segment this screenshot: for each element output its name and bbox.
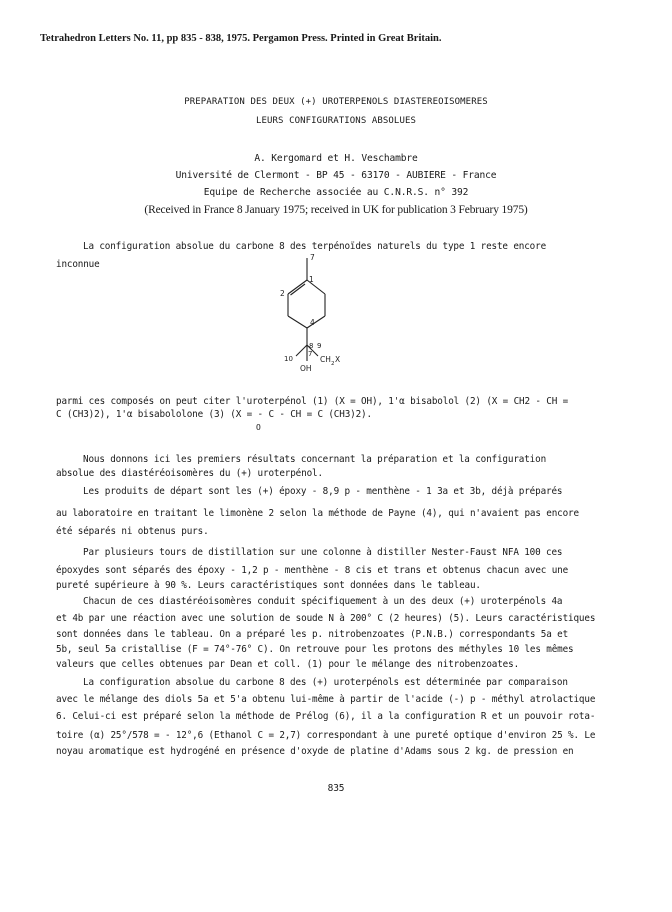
label-c1: 1 xyxy=(309,275,314,284)
label-sub2: 2 xyxy=(331,361,335,367)
body-line: noyau aromatique est hydrogéné en présence d'oxyde de platine d'Adams sous 2 kg. de pression en xyxy=(56,746,574,757)
body-line: sont données dans le tableau. On a préparé les p. nitrobenzoates (P.N.B.) correspondants 5a et xyxy=(56,629,569,640)
article-subtitle: LEURS CONFIGURATIONS ABSOLUES xyxy=(255,116,417,126)
received-dates: (Received in France 8 January 1975; received in UK for publication 3 February 1975) xyxy=(144,204,528,216)
label-c7-top: 7 xyxy=(310,253,315,262)
body-line: pureté supérieure à 90 %. Leurs caractéristiques sont données dans le tableau. xyxy=(56,580,481,591)
body-line: toire (α) 25°/578 = - 12°,6 (Ethanol C = 2,7) correspondant à une pureté optique d'environ 25 %. Le xyxy=(56,730,596,741)
label-x: X xyxy=(335,355,341,364)
article-title: PREPARATION DES DEUX (+) UROTERPENOLS DIASTEREOISOMERES xyxy=(184,97,488,107)
page-number: 835 xyxy=(327,783,345,794)
body-line: La configuration absolue du carbone 8 des terpénoïdes naturels du type 1 reste encore xyxy=(83,241,547,252)
body-line: 6. Celui-ci est préparé selon la méthode de Prélog (6), il a la configuration R et un pouvoir rota- xyxy=(56,711,596,722)
label-c9: 9 xyxy=(317,342,322,350)
body-line: été séparés ni obtenus purs. xyxy=(56,526,209,537)
body-line: absolue des diastéréoisomères du (+) uroterpénol. xyxy=(56,468,323,479)
body-line: au laboratoire en traitant le limonène 2 selon la méthode de Payne (4), qui n'avaient pas encore xyxy=(56,508,579,519)
label-c7-low: 7 xyxy=(308,350,313,358)
affiliation-university: Université de Clermont - BP 45 - 63170 - AUBIERE - France xyxy=(175,170,497,181)
body-line: 5b, seul 5a cristallise (F = 74°-76° C). On retrouve pour les protons des méthyles 10 les mêmes xyxy=(56,644,574,655)
authors: A. Kergomard et H. Veschambre xyxy=(254,153,418,164)
body-line: Chacun de ces diastéréoisomères conduit spécifiquement à un des deux (+) uroterpénols 4a xyxy=(83,596,563,607)
label-c4: 4 xyxy=(310,318,315,327)
body-line: Nous donnons ici les premiers résultats concernant la préparation et la configuration xyxy=(83,454,547,465)
body-line: Les produits de départ sont les (+) époxy - 8,9 p - menthène - 1 3a et 3b, déjà préparés xyxy=(83,486,563,497)
body-line: La configuration absolue du carbone 8 des (+) uroterpénols est déterminée par comparaison xyxy=(83,677,568,688)
body-line: C (CH3)2), 1'α bisabololone (3) (X = - C - CH = C (CH3)2). xyxy=(56,409,372,420)
body-line: parmi ces composés on peut citer l'uroterpénol (1) (X = OH), 1'α bisabolol (2) (X = CH2 - CH = xyxy=(56,396,569,407)
carbonyl-oxygen: O xyxy=(256,423,261,432)
label-c8: 8 xyxy=(309,342,314,350)
body-line: Par plusieurs tours de distillation sur une colonne à distiller Nester-Faust NFA 100 ces xyxy=(83,547,563,558)
body-line: époxydes sont séparés des époxy - 1,2 p - menthène - 8 cis et trans et obtenus chacun avec une xyxy=(56,565,569,576)
label-c2: 2 xyxy=(280,289,285,298)
journal-header: Tetrahedron Letters No. 11, pp 835 - 838, 1975. Pergamon Press. Printed in Great Britain. xyxy=(40,33,442,44)
label-ch: CH xyxy=(320,355,331,364)
label-c10: 10 xyxy=(284,355,293,363)
body-line: valeurs que celles obtenues par Dean et coll. (1) pour le mélange des nitrobenzoates. xyxy=(56,659,520,670)
affiliation-cnrs: Equipe de Recherche associée au C.N.R.S. n° 392 xyxy=(203,187,469,198)
body-line: inconnue xyxy=(56,259,100,270)
body-line: et 4b par une réaction avec une solution de soude N à 200° C (2 heures) (5). Leurs caractéristiques xyxy=(56,613,596,624)
label-oh: OH xyxy=(300,364,312,373)
body-line: avec le mélange des diols 5a et 5'a obtenu lui-même à partir de l'acide (-) p - méthyl atrolactique xyxy=(56,694,596,705)
chemical-structure xyxy=(270,250,390,385)
